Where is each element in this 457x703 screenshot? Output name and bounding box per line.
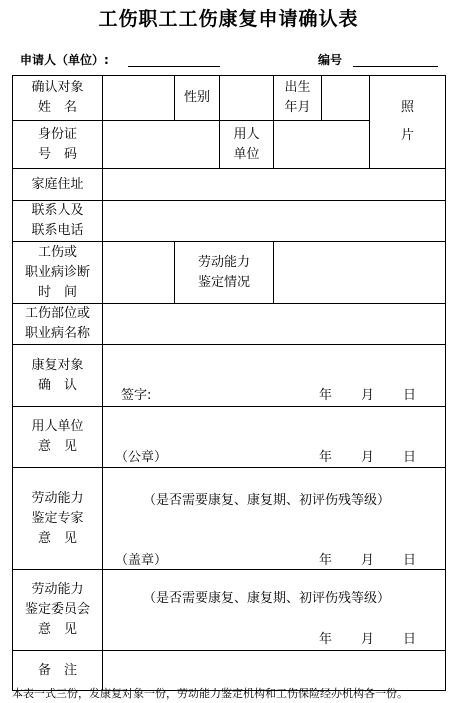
official-seal-label: （公章） <box>115 450 168 465</box>
number-label: 编号 <box>318 53 343 67</box>
date-year: 年 <box>319 388 333 403</box>
date-month: 月 <box>361 450 375 465</box>
contact-label: 联系人及 联系电话 <box>13 201 103 242</box>
date-day: 日 <box>403 388 417 403</box>
committee-opinion-label: 劳动能力 鉴定委员会 意 见 <box>13 570 103 651</box>
employer-opinion-field[interactable] <box>103 407 446 468</box>
stamp-label: （盖章） <box>115 553 168 568</box>
signature-label: 签字: <box>121 388 152 403</box>
photo-box[interactable]: 照 片 <box>370 76 446 169</box>
employer-label: 用人 单位 <box>220 121 274 169</box>
applicant-input-line[interactable] <box>128 66 220 67</box>
applicant-label: 申请人（单位）: <box>20 53 109 67</box>
gender-field[interactable] <box>220 76 274 121</box>
date-year: 年 <box>319 450 333 465</box>
date-day: 日 <box>403 450 417 465</box>
number-input-line[interactable] <box>353 66 438 67</box>
date-month: 月 <box>361 632 375 647</box>
address-field[interactable] <box>103 169 446 201</box>
expert-opinion-field[interactable] <box>103 468 446 570</box>
expert-opinion-label: 劳动能力 鉴定专家 意 见 <box>13 468 103 570</box>
subject-name-field[interactable] <box>103 76 175 121</box>
gender-label: 性别 <box>175 76 220 121</box>
id-number-label: 身份证 号 码 <box>13 121 103 169</box>
application-form-table <box>12 75 446 691</box>
expert-question-hint: （是否需要康复、康复期、初评伤残等级） <box>143 493 391 508</box>
diagnosis-time-label: 工伤或 职业病诊断 时 间 <box>13 242 103 304</box>
committee-question-hint: （是否需要康复、康复期、初评伤残等级） <box>143 591 391 606</box>
injury-part-field[interactable] <box>103 304 446 345</box>
birth-field[interactable] <box>322 76 370 121</box>
address-label: 家庭住址 <box>13 169 103 201</box>
remarks-label: 备 注 <box>13 651 103 691</box>
date-day: 日 <box>403 632 417 647</box>
date-year: 年 <box>319 553 333 568</box>
footer-note: 本表一式三份，发康复对象一份，劳动能力鉴定机构和工伤保险经办机构各一份。 <box>12 687 408 700</box>
date-year: 年 <box>319 632 333 647</box>
form-title: 工伤职工工伤康复申请确认表 <box>98 8 359 30</box>
rehab-confirm-field[interactable] <box>103 345 446 407</box>
work-ability-field[interactable] <box>274 242 446 304</box>
id-number-field[interactable] <box>103 121 220 169</box>
rehab-confirm-label: 康复对象 确 认 <box>13 345 103 407</box>
employer-opinion-label: 用人单位 意 见 <box>13 407 103 468</box>
committee-opinion-field[interactable] <box>103 570 446 651</box>
employer-field[interactable] <box>274 121 370 169</box>
subject-name-label: 确认对象 姓 名 <box>13 76 103 121</box>
injury-part-label: 工伤部位或 职业病名称 <box>13 304 103 345</box>
date-month: 月 <box>361 553 375 568</box>
date-month: 月 <box>361 388 375 403</box>
birth-label: 出生 年月 <box>274 76 322 121</box>
contact-field[interactable] <box>103 201 446 242</box>
date-day: 日 <box>403 553 417 568</box>
work-ability-label: 劳动能力 鉴定情况 <box>175 242 274 304</box>
diagnosis-time-field[interactable] <box>103 242 175 304</box>
